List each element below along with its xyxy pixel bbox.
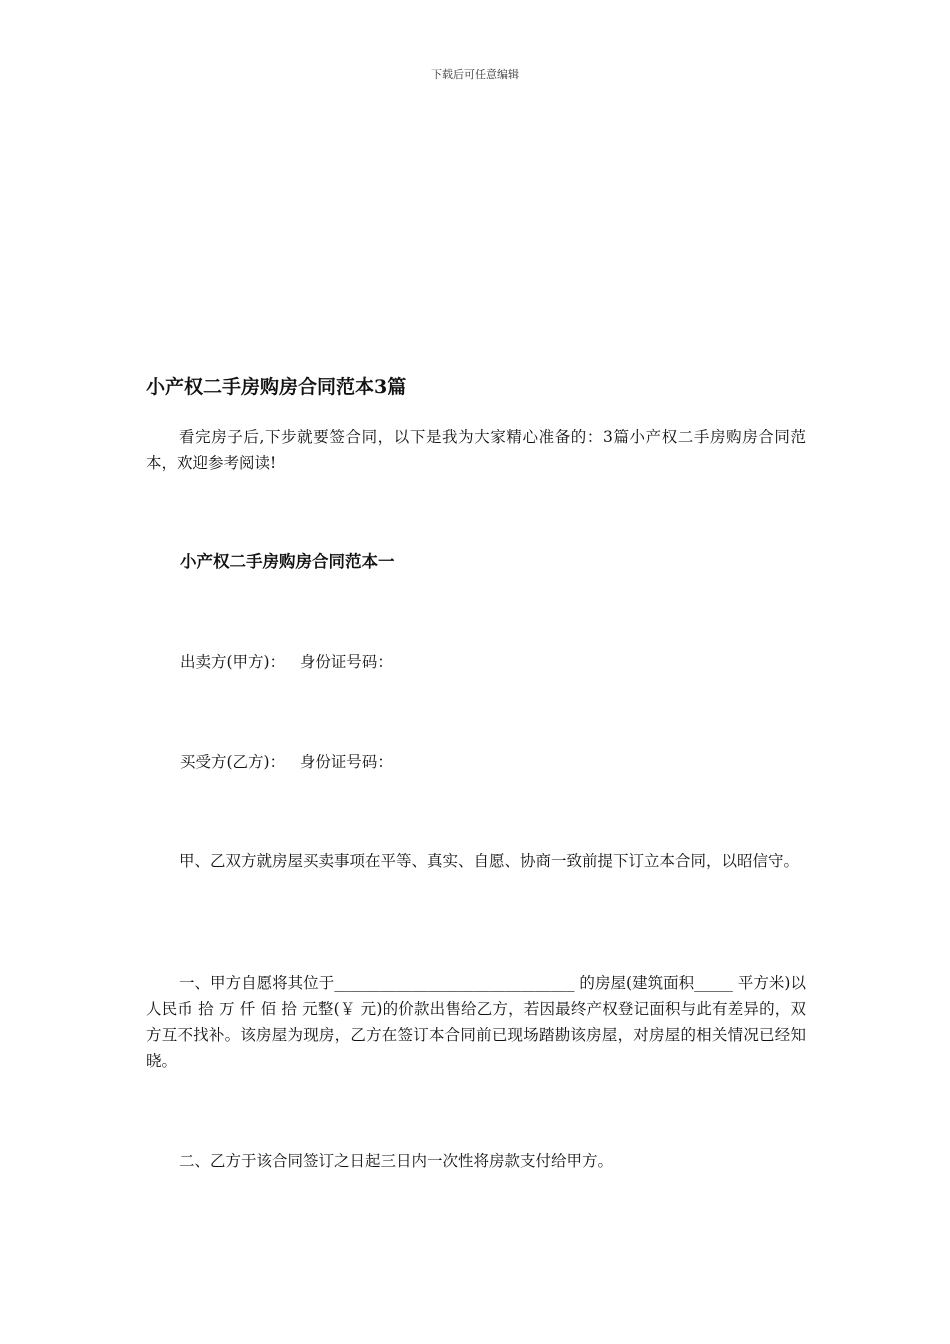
document-title: 小产权二手房购房合同范本3篇 — [146, 376, 407, 398]
buyer-line: 买受方(乙方)： 身份证号码： — [180, 753, 393, 771]
clause-2-paragraph: 二、乙方于该合同签订之日起三日内一次性将房款支付给甲方。 — [179, 1152, 614, 1170]
preamble-paragraph: 甲、乙双方就房屋买卖事项在平等、真实、自愿、协商一致前提下订立本合同，以昭信守。 — [179, 852, 800, 870]
page-header-note: 下载后可任意编辑 — [431, 68, 519, 81]
intro-paragraph: 看完房子后,下步就要签合同，以下是我为大家精心准备的：3篇小产权二手房购房合同范本，欢迎参考阅读! — [146, 428, 806, 472]
section-title: 小产权二手房购房合同范本一 — [180, 552, 395, 571]
clause-1-paragraph: 一、甲方自愿将其位于_______________________________ 的房屋(建筑面积_____ 平方米)以人民币 拾 万 仟 佰 拾 元整(￥ 元)的价款出售给乙方，若因最终产权登记面积与此有差异的，双方互不找补。该房屋为现房，乙方在签订本合同前已现场踏勘该房屋，对房屋的相关情况已经知晓。 — [146, 974, 806, 1070]
seller-line: 出卖方(甲方)： 身份证号码： — [180, 653, 393, 671]
